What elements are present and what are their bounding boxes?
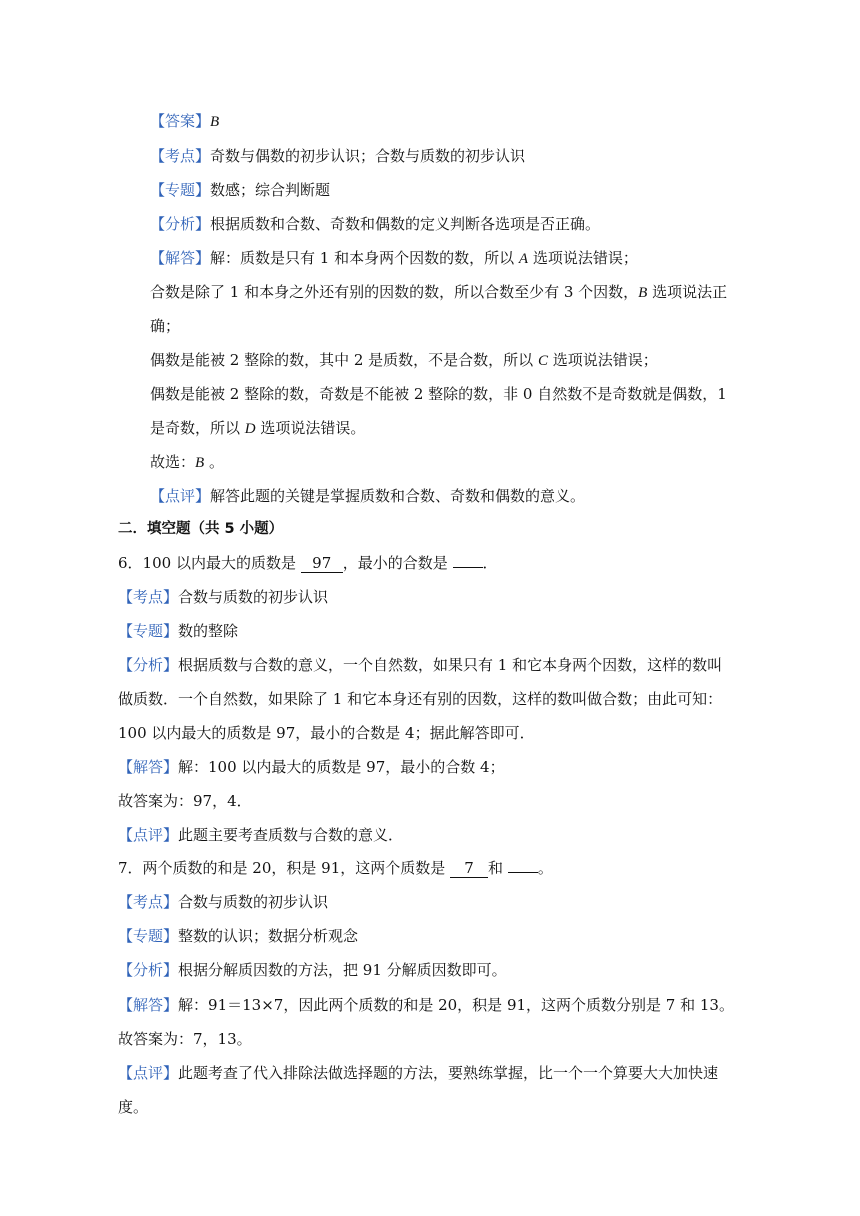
q6-kaodian-line — [118, 587, 328, 607]
kaodian-tag: 【考点】 — [118, 588, 179, 606]
dianping-tag: 【点评】 — [150, 487, 211, 505]
q5-choice-line — [150, 452, 224, 473]
q6-jieda-line — [118, 757, 505, 777]
dianping-tag: 【点评】 — [118, 1064, 179, 1082]
q6-fenxi-line-2 — [118, 689, 722, 709]
dianping-text: 度。 — [118, 1098, 149, 1116]
answer-text: 故答案为：7，13。 — [118, 1030, 252, 1048]
fenxi-tag: 【分析】 — [118, 961, 179, 979]
dianping-text: 解答此题的关键是掌握质数和合数、奇数和偶数的意义。 — [210, 487, 586, 505]
q6-zhuanti-line — [118, 621, 238, 641]
zhuanti-text: 数的整除 — [178, 622, 239, 640]
fenxi-text: 根据质数和合数、奇数和偶数的定义判断各选项是否正确。 — [210, 215, 601, 233]
q7-stem — [118, 858, 553, 878]
q7-answer-line — [118, 1029, 252, 1049]
zhuanti-tag: 【专题】 — [118, 622, 179, 640]
solution-text: 。 — [204, 453, 224, 471]
jieda-tag: 【解答】 — [118, 996, 179, 1014]
q5-solution-line-5 — [150, 384, 727, 404]
solution-text: 合数是除了 1 和本身之外还有别的因数的数，所以合数至少有 3 个因数， — [150, 283, 639, 301]
jieda-text: ，因此两个质数的和是 20，积是 91，这两个质数分别是 7 和 13。 — [283, 996, 734, 1014]
solution-text: 选项说法错误。 — [255, 419, 366, 437]
option-b-var: B — [638, 285, 648, 301]
stem-text: 和 — [488, 859, 508, 877]
solution-text: 偶数是能被 2 整除的数，其中 2 是质数，不是合数，所以 — [150, 351, 538, 369]
equation: 91＝13×7 — [208, 996, 284, 1014]
kaodian-tag: 【考点】 — [150, 147, 211, 165]
fenxi-tag: 【分析】 — [150, 215, 211, 233]
solution-text: 确； — [150, 317, 181, 335]
dianping-text: 此题考查了代入排除法做选择题的方法，要熟练掌握，比一个一个算要大大加快速 — [178, 1064, 719, 1082]
option-d-var: D — [244, 421, 256, 437]
q6-fenxi-line-3 — [118, 723, 535, 743]
fenxi-text: 100 以内最大的质数是 97，最小的合数是 4；据此解答即可． — [118, 724, 535, 742]
kaodian-text: 合数与质数的初步认识 — [178, 588, 329, 606]
answer-blank-1: 7 — [450, 860, 488, 878]
jieda-text: 解：100 以内最大的质数是 97，最小的合数 4； — [178, 758, 505, 776]
q5-answer-line — [150, 111, 219, 132]
fenxi-text: 根据分解质因数的方法，把 91 分解质因数即可。 — [178, 961, 507, 979]
answer-tag: 【答案】 — [150, 112, 211, 130]
dianping-text: 此题主要考查质数与合数的意义． — [178, 826, 404, 844]
jieda-tag: 【解答】 — [150, 249, 211, 267]
q7-zhuanti-line — [118, 926, 358, 946]
answer-blank-1: 97 — [301, 555, 343, 573]
section-heading: 二．填空题（共 5 小题） — [118, 521, 284, 537]
jieda-text-a: 解：质数是只有 1 和本身两个因数的数，所以 — [210, 249, 519, 267]
option-a-var: A — [518, 251, 529, 267]
fenxi-tag: 【分析】 — [118, 656, 179, 674]
answer-value: B — [210, 114, 220, 130]
q5-solution-line-2 — [150, 282, 727, 303]
answer-text: 故答案为：97，4． — [118, 792, 252, 810]
kaodian-text: 合数与质数的初步认识 — [178, 893, 329, 911]
jieda-text: 解： — [178, 996, 209, 1014]
chosen-option-var: B — [195, 455, 205, 471]
jieda-text-b: 选项说法错误； — [528, 249, 638, 267]
q5-jieda-line — [150, 248, 638, 269]
dianping-tag: 【点评】 — [118, 826, 179, 844]
stem-text: 7．两个质数的和是 20，积是 91，这两个质数是 — [118, 859, 451, 877]
option-c-var: C — [537, 353, 548, 369]
q7-dianping-line — [118, 1063, 718, 1083]
zhuanti-text: 整数的认识；数据分析观念 — [178, 927, 359, 945]
q7-dianping-line-2 — [118, 1097, 148, 1117]
q5-solution-line-3 — [150, 316, 180, 336]
q5-solution-line-6 — [150, 418, 365, 439]
q5-zhuanti-line — [150, 180, 330, 200]
kaodian-text: 奇数与偶数的初步认识；合数与质数的初步认识 — [210, 147, 526, 165]
stem-text: 6．100 以内最大的质数是 — [118, 554, 301, 572]
jieda-tag: 【解答】 — [118, 758, 179, 776]
q6-answer-line — [118, 791, 252, 811]
stem-text: ． — [482, 554, 498, 572]
q6-dianping-line — [118, 825, 403, 845]
answer-blank-2 — [508, 872, 538, 873]
stem-text: ，最小的合数是 — [342, 554, 453, 572]
q6-fenxi-line — [118, 655, 722, 675]
q7-fenxi-line — [118, 960, 507, 980]
q5-solution-line-4 — [150, 350, 658, 371]
zhuanti-tag: 【专题】 — [150, 181, 211, 199]
q5-fenxi-line — [150, 214, 600, 234]
fenxi-text: 根据质数与合数的意义，一个自然数，如果只有 1 和它本身两个因数，这样的数叫 — [178, 656, 723, 674]
q5-kaodian-line — [150, 146, 525, 166]
solution-text: 偶数是能被 2 整除的数，奇数是不能被 2 整除的数，非 0 自然数不是奇数就是偶数，1 — [150, 385, 727, 403]
fenxi-text: 做质数．一个自然数，如果除了 1 和它本身还有别的因数，这样的数叫做合数；由此可知： — [118, 690, 723, 708]
answer-blank-2 — [453, 567, 483, 568]
q7-kaodian-line — [118, 892, 328, 912]
solution-text: 是奇数，所以 — [150, 419, 245, 437]
kaodian-tag: 【考点】 — [118, 893, 179, 911]
zhuanti-tag: 【专题】 — [118, 927, 179, 945]
q7-jieda-line — [118, 995, 734, 1015]
q5-dianping-line — [150, 486, 585, 506]
solution-text: 选项说法错误； — [547, 351, 658, 369]
zhuanti-text: 数感；综合判断题 — [210, 181, 331, 199]
solution-text: 选项说法正 — [647, 283, 728, 301]
solution-text: 故选： — [150, 453, 196, 471]
q6-stem — [118, 553, 498, 573]
stem-text: 。 — [537, 859, 553, 877]
